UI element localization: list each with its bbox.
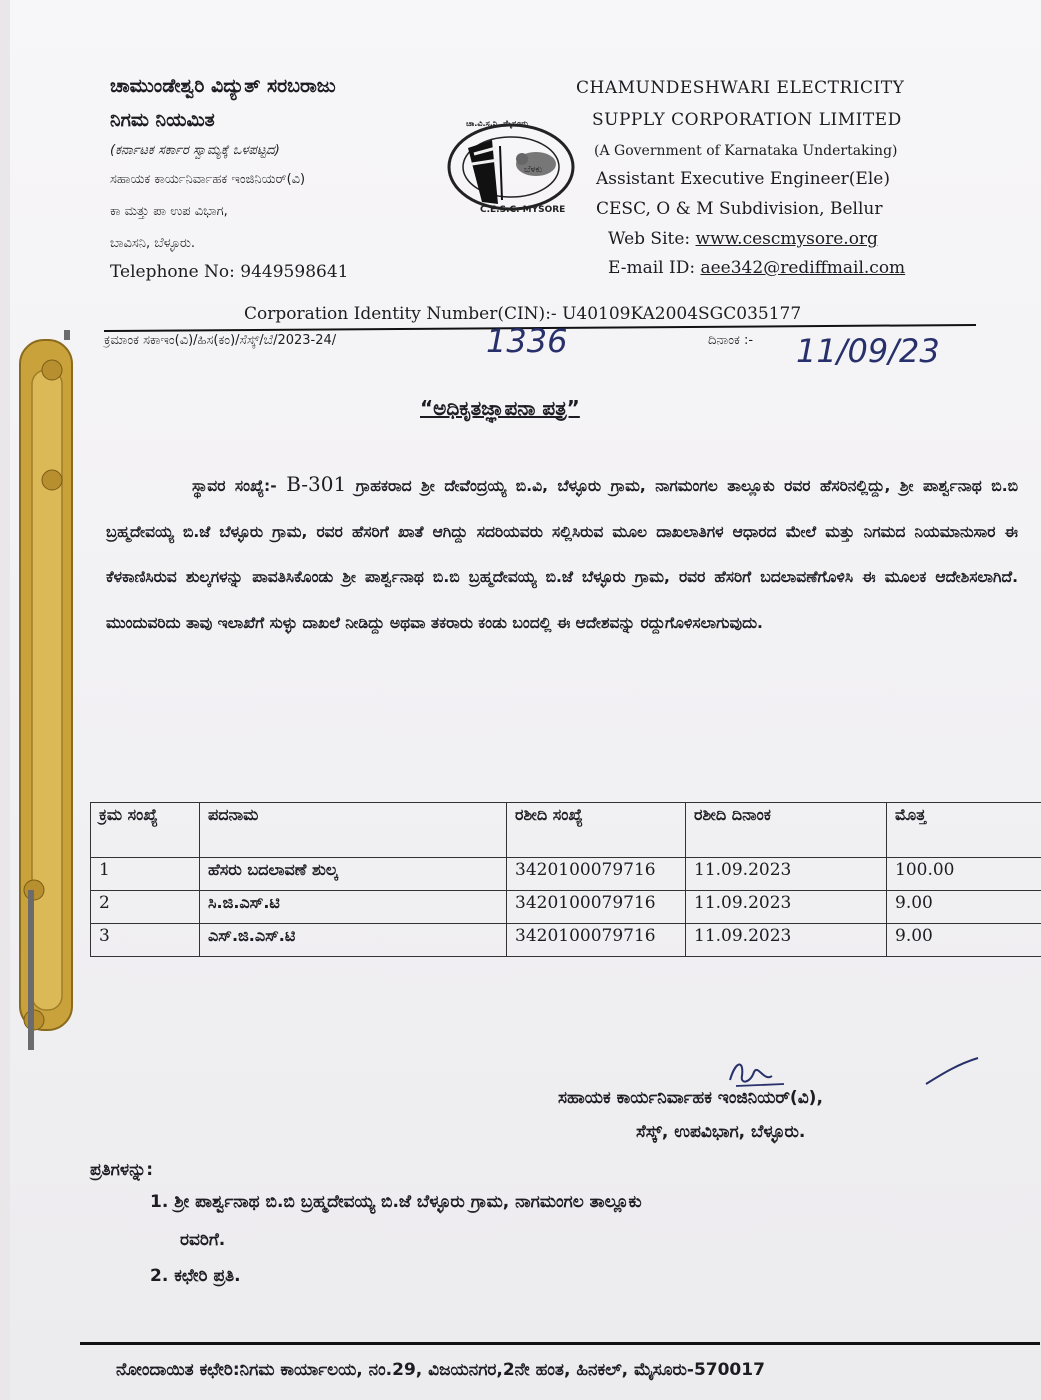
website-label: Web Site: xyxy=(608,229,691,249)
kn-place: ಬಾವಿಸನಿ, ಬೆಳ್ಳೂರು. xyxy=(110,236,195,251)
copies-item-text: ಕಛೇರಿ ಪ್ರತಿ. xyxy=(174,1266,241,1286)
footer-divider xyxy=(80,1342,1040,1345)
copies-item-2 xyxy=(150,1266,241,1286)
row-description: ಎಸ್.ಜಿ.ಎಸ್.ಟಿ xyxy=(200,924,507,957)
order-paragraph xyxy=(106,462,1018,646)
table-row xyxy=(91,858,1041,891)
copies-item-number: 2. xyxy=(150,1266,169,1286)
row-serial: 3 xyxy=(91,924,200,957)
header-amount: ಮೊತ್ತ xyxy=(887,803,1041,858)
row-receipt-date: 11.09.2023 xyxy=(686,924,887,957)
header-receipt-number: ರಶೀದಿ ಸಂಖ್ಯೆ xyxy=(507,803,686,858)
row-receipt-date: 11.09.2023 xyxy=(686,858,887,891)
row-description: ಹೆಸರು ಬದಲಾವಣೆ ಶುಲ್ಕ xyxy=(200,858,507,891)
header-serial: ಕ್ರಮ ಸಂಖ್ಯೆ xyxy=(91,803,200,858)
en-office-title: Assistant Executive Engineer(Ele) xyxy=(596,169,890,189)
telephone-number: Telephone No: 9449598641 xyxy=(110,262,349,282)
copies-item-text: ಶ್ರೀ ಪಾರ್ಶ್ವನಾಥ ಬಿ.ಬಿ ಬ್ರಹ್ಮದೇವಯ್ಯ ಬಿ.ಜೆ ಬೆಳ್ಳೂರು ಗ್ರಾಮ, ನಾಗಮಂಗಲ ತಾಲ್ಲೂಕು xyxy=(174,1192,642,1212)
corporation-cin: Corporation Identity Number(CIN):- U40109KA2004SGC035177 xyxy=(244,304,802,324)
row-serial: 2 xyxy=(91,891,200,924)
kn-subdivision: ಕಾ ಮತ್ತು ಪಾ ಉಪ ವಿಭಾಗ, xyxy=(110,204,228,219)
logo-center-text: ಬೆಳಕು xyxy=(524,165,543,175)
installation-label: ಸ್ಥಾವರ ಸಂಖ್ಯೆ:- xyxy=(192,477,277,495)
kn-org-name-line2: ನಿಗಮ ನಿಯಮಿತ xyxy=(110,109,215,131)
row-receipt-number: 3420100079716 xyxy=(507,924,686,957)
kn-office-title: ಸಹಾಯಕ ಕಾರ್ಯನಿರ್ವಾಹಕ ಇಂಜಿನಿಯರ್(ವಿ) xyxy=(110,172,306,187)
en-org-name-line2: SUPPLY CORPORATION LIMITED xyxy=(592,110,902,130)
row-description: ಸಿ.ಜಿ.ಎಸ್.ಟಿ xyxy=(200,891,507,924)
order-text: ಗ್ರಾಹಕರಾದ ಶ್ರೀ ದೇವೆಂದ್ರಯ್ಯ ಬಿ.ವಿ, ಬೆಳ್ಳೂರು ಗ್ರಾಮ, ನಾಗಮಂಗಲ ತಾಲ್ಲೂಕು ರವರ ಹೆಸರಿನಲ್ಲಿದ್ದು, ಶ್ರೀ ಪಾರ್ಶ್ವನಾಥ ಬಿ.ಬಿ ಬ್ರಹ್ಮದೇವಯ್ಯ ಬಿ.ಜೆ ಬೆಳ್ಳೂರು ಗ್ರಾಮ, ರವರ ಹೆಸರಿಗೆ ಖಾತೆ ಆಗಿದ್ದು ಸದರಿಯವರು ಸಲ್ಲಿಸಿರುವ ಮೂಲ ದಾಖಲಾತಿಗಳ ಆಧಾರದ ಮೇಲೆ ಮತ್ತು ನಿಗಮದ ನಿಯಮಾನುಸಾರ ಈ ಕೆಳಕಾಣಿಸಿರುವ ಶುಲ್ಕಗಳನ್ನು ಪಾವತಿಸಿಕೊಂಡು ಶ್ರೀ ಪಾರ್ಶ್ವನಾಥ ಬಿ.ಬಿ ಬ್ರಹ್ಮದೇವಯ್ಯ ಬಿ.ಜೆ ಬೆಳ್ಳೂರು ಗ್ರಾಮ, ರವರ ಹೆಸರಿಗೆ ಬದಲಾವಣೆಗೊಳಿಸಿ ಈ ಮೂಲಕ ಆದೇಶಿಸಲಾಗಿದೆ. ಮುಂದುವರಿದು ತಾವು ಇಲಾಖೆಗೆ ಸುಳ್ಳು ದಾಖಲೆ ನೀಡಿದ್ದು ಅಥವಾ ತಕರಾರು ಕಂಡು ಬಂದಲ್ಲಿ ಈ ಆದೇಶವನ್ನು ರದ್ದುಗೊಳಿಸಲಾಗುವುದು. xyxy=(106,477,1019,632)
installation-number: B-301 xyxy=(286,472,347,496)
signatory-office: ಸೆಸ್ಕ್, ಉಪವಿಭಾಗ, ಬೆಳ್ಳೂರು. xyxy=(636,1122,806,1142)
copies-heading: ಪ್ರತಿಗಳನ್ನು: xyxy=(90,1160,154,1180)
logo-bottom-text: C.E.S.C. MYSORE xyxy=(480,205,566,215)
email-line xyxy=(608,258,905,278)
binder-clip xyxy=(14,330,76,1060)
row-amount: 9.00 xyxy=(887,924,1041,957)
website-link[interactable]: www.cescmysore.org xyxy=(695,229,878,249)
kn-org-name-line1: ಚಾಮುಂಡೇಶ್ವರಿ ವಿದ್ಯುತ್ ಸರಬರಾಜು xyxy=(110,75,336,97)
row-serial: 1 xyxy=(91,858,200,891)
logo-top-text: ಚಾ.ವಿ.ಸ.ನಿ. ಮೈಸೂರು xyxy=(466,119,528,128)
row-receipt-number: 3420100079716 xyxy=(507,891,686,924)
copies-item-1 xyxy=(150,1192,642,1212)
signatory-designation: ಸಹಾಯಕ ಕಾರ್ಯನಿರ್ವಾಹಕ ಇಂಜಿನಿಯರ್(ವಿ), xyxy=(558,1088,823,1108)
row-receipt-number: 3420100079716 xyxy=(507,858,686,891)
cesc-logo xyxy=(438,112,584,218)
registered-office-address: ನೋಂದಾಯಿತ ಕಛೇರಿ:ನಿಗಮ ಕಾರ್ಯಾಲಯ, ನಂ.29, ವಿಜಯನಗರ,2ನೇ ಹಂತ, ಹಿನಕಲ್, ಮೈಸೂರು-570017 xyxy=(116,1360,765,1380)
date-handwritten: 11/09/23 xyxy=(796,332,940,370)
email-label: E-mail ID: xyxy=(608,258,696,278)
row-amount: 100.00 xyxy=(887,858,1041,891)
page-title: “ಅಧಿಕೃತಜ್ಞಾಪನಾ ಪತ್ರ” xyxy=(420,396,580,420)
email-link[interactable]: aee342@rediffmail.com xyxy=(700,258,906,278)
en-subdivision: CESC, O & M Subdivision, Bellur xyxy=(596,199,883,219)
reference-number-handwritten: 1336 xyxy=(486,322,568,360)
website-line xyxy=(608,229,878,249)
document-page xyxy=(10,0,1041,1400)
copies-item-number: 1. xyxy=(150,1192,169,1212)
fee-table-header xyxy=(91,803,1041,858)
row-receipt-date: 11.09.2023 xyxy=(686,891,887,924)
en-org-name-line1: CHAMUNDESHWARI ELECTRICITY xyxy=(576,78,905,98)
row-amount: 9.00 xyxy=(887,891,1041,924)
header-description: ಪದನಾಮ xyxy=(200,803,507,858)
fee-table xyxy=(90,802,1041,957)
date-label: ದಿನಾಂಕ :- xyxy=(708,333,754,348)
kn-gov-undertaking: (ಕರ್ನಾಟಕ ಸರ್ಕಾರ ಸ್ವಾಮ್ಯಕ್ಕೆ ಒಳಪಟ್ಟದ) xyxy=(110,143,280,158)
table-row xyxy=(91,924,1041,957)
table-row xyxy=(91,891,1041,924)
en-gov-undertaking: (A Government of Karnataka Undertaking) xyxy=(594,143,898,159)
reference-number-label: ಕ್ರಮಾಂಕ ಸಕಾಇಂ(ವಿ)/ಹಿಸ(ಕಂ)/ಸೆಸ್ಕ್/ಬೆ/2023-24/ xyxy=(104,333,337,348)
copies-item-1-continued: ರವರಿಗೆ. xyxy=(180,1230,226,1250)
header-receipt-date: ರಶೀದಿ ದಿನಾಂಕ xyxy=(686,803,887,858)
